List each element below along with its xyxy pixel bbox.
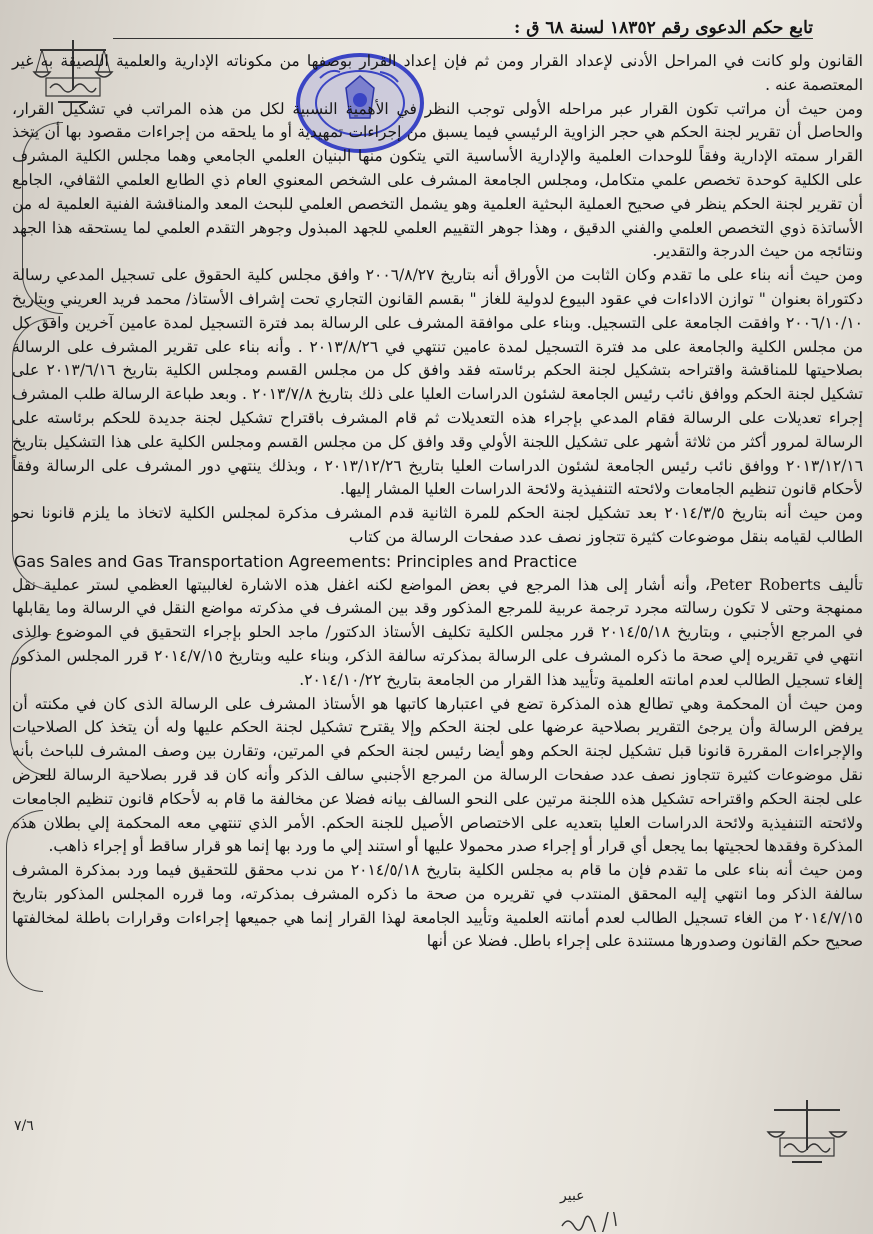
paragraph: ومن حيث أن المحكمة وهي تطالع هذه المذكرة تضع في اعتبارها كاتبها هو الأستاذ المشرف على الرسالة الذى كان في مكنته أن يرفض الرسالة وأن يرجئ التقرير بصلاحية عرضها على لجنة الحكم وإلا يقترح تشكيل لجنة الحكم عليها وله أن يتخذ كل الصلاحيات والإجراءات المقررة قانونا قبل تشكيل لجنة الحكم وهو أيضا رئيس لجنة الحكم في المرتين، وتقارن بين وصف المشرف للباحث بأنه نقل موضوعات كثيرة تتجاوز نصف عدد صفحات الرسالة من المرجع الأجنبي سالف الذكر وأنه كان قد قرر بصلاحية الرسالة للعرض على لجنة الحكم واقتراحه تشكيل هذه اللجنة مرتين على النحو السالف بيانه فضلا عن مخالفة ما قام به لأحكام قانون تنظيم الجامعات ولائحته التنفيذية ولائحة الدراسات العليا بتعديه على الاختصاص الأصيل للجنة الحكم. الأمر الذي تنتهي معه المحكمة إلي بطلان هذه المذكرة وفقدها لحجيتها بما يجعل أي قرار أو إجراء صدر محمولا عليها أو استند إلي ما ورد بها إنما هو قرار ساقط أو إجراء ذاهب. xyxy=(12,694,863,856)
paragraph: تأليف Peter Roberts، وأنه أشار إلى هذا المرجع في بعض المواضع لكنه اغفل هذه الاشارة لغالبيتها العظمي لستر عملية نقل ممنهجة وحتى لا تكون رسالته مجرد ترجمة عربية للمرجع المذكور وقد بين المشرف في مذكرته مواضع النقل في الرسالة وما يقابلها في المرجع الأجنبي ، وبتاريخ ٢٠١٤/٥/١٨ قرر مجلس الكلية تكليف الأستاذ الدكتور/ ماجد الحلو بإجراء التحقيق في الموضوع والذى انتهي في تقريره إلي صحة ما ذكره المشرف على الرسالة بمذكرته سالفة الذكر، وبناء عليه وبتاريخ ٢٠١٤/٧/١٥ قرر المجلس المذكور إلغاء تسجيل الطالب لعدم امانته العلمية وتأييد هذا القرار من الجامعة بتاريخ ٢٠١٤/١٠/٢٢. xyxy=(12,575,863,689)
paragraph: القانون ولو كانت في المراحل الأدنى لإعداد القرار ومن ثم فإن إعداد القرار بوصفها من مكوناته الإدارية والعلمية اللصيقة به غير المعتصمة عنه . xyxy=(12,52,863,94)
paragraph: ومن حيث أنه بتاريخ ٢٠١٤/٣/٥ بعد تشكيل لجنة الحكم للمرة الثانية قدم المشرف مذكرة لمجلس الكلية لاتخاذ ما يلزم قانونا نحو الطالب لقيامه بنقل موضوعات كثيرة تتجاوز نصف عدد صفحات الرسالة من كتاب xyxy=(12,504,863,546)
signature: عبير xyxy=(560,1188,585,1204)
case-header: تابع حكم الدعوى رقم ١٨٣٥٢ لسنة ٦٨ ق : xyxy=(113,18,813,39)
council-of-state-logo-footer xyxy=(762,1092,852,1172)
paragraph: ومن حيث أن مراتب تكون القرار عبر مراحله الأولى توجب النظر في الأهمية النسبية لكل من هذه المراتب في تشكيل القرار، والحاصل أن تقرير لجنة الحكم هي حجر الزاوية الرئيسي فيما يسبق من إجراءات تمهيدية أو ما يلحقه من إجراءات مقصود بها أن يتخذ القرار سمته الإدارية وفقاً للوحدات العلمية والإدارية الأساسية التي يتكون منها البنيان العلمي الجامعي وهما مجلس الكلية المشرف على الكلية كوحدة تخصص علمي متكامل، ومجلس الجامعة المشرف على الشخص المعنوي العام ذي الطابع العلمي الثقافي، الجامع أن تقرير لجنة الحكم ينظر في صحيح العملية البحثية العلمية وهو يشمل التخصص العلمي للبحث المعد والمناقشة الفنية العلمية له من الأساتذة ذوي التخصص العلمي والفني الدقيق ، وهذا جوهر التقييم العلمي للجهد المبذول وجوهر التقدم العلمي لما يستحقه هذا الجهد ونتائجه من حيث الدرجة والتقدير. xyxy=(12,99,863,261)
paragraph: ومن حيث أنه بناء على ما تقدم فإن ما قام به مجلس الكلية بتاريخ ٢٠١٤/٥/١٨ من ندب محقق للتحقيق فيما ورد بمذكرة المشرف سالفة الذكر وما انتهي إليه المحقق المنتدب في تقريره من صحة ما ذكره المشرف بمذكرته، وما قرره المجلس المذكور بتاريخ ٢٠١٤/٧/١٥ من الغاء تسجيل الطالب لعدم أمانته العلمية وتأييد الجامعة لهذا القرار إنما هي جميعها إجراءات وقرارات باطلة لمخالفتها صحيح حكم القانون وصدورها مستندة على إجراء باطل. فضلا عن أنها xyxy=(12,861,863,951)
page-number: ٧/٦ xyxy=(14,1118,34,1134)
paragraph: ومن حيث أنه بناء على ما تقدم وكان الثابت من الأوراق أنه بتاريخ ٢٠٠٦/٨/٢٧ وافق مجلس كلية الحقوق على تسجيل المدعي رسالة دكتوراة بعنوان " توازن الاداءات في عقود البيوع لدولية للغاز " بقسم القانون التجاري تحت إشراف الأستاذ/ محمد فريد العريني وبتاريخ ٢٠٠٦/١٠/١٠ وافقت الجامعة على التسجيل. وبناء على موافقة المشرف على الرسالة بمد فترة التسجيل لمدة عامين آخرين وافق كل من مجلس الكلية والجامعة على مد فترة التسجيل لمدة عامين تنتهي في ٢٠١٣/٨/٢٦ . وأنه بناء على تقرير المشرف على الرسالة بصلاحيتها للمناقشة واقتراحه بتشكيل لجنة الحكم برئاسته فقد وافق كل من مجلس القسم ومجلس الكلية بتاريخ ٢٠١٣/٦/١٦ على تشكيل لجنة الحكم ووافق نائب رئيس الجامعة لشئون الدراسات العليا على ذلك بتاريخ ٢٠١٣/٧/٨ . وبعد طباعة الرسالة طلب المشرف إجراء تعديلات على الرسالة فقام المدعي بإجراء هذه التعديلات ثم قام المشرف باقتراح تشكيل لجنة جديدة للحكم برئاسته على الرسالة لمرور أكثر من ثلاثة أشهر على تشكيل اللجنة الأولي وقد وافق كل من مجلس القسم ومجلس الكلية على هذا التشكيل بتاريخ ٢٠١٣/١٢/١٦ ووافق نائب رئيس الجامعة لشئون الدراسات العليا بتاريخ ٢٠١٣/١٢/٢٦ ، وبذلك ينتهي دور المشرف على الرسالة وفقاً لأحكام قانون تنظيم الجامعات ولائحته التنفيذية ولائحة الدراسات العليا المشار إليها. xyxy=(12,266,864,499)
english-book-title: Gas Sales and Gas Transportation Agreements: Principles and Practice xyxy=(14,551,578,571)
judgment-text xyxy=(12,50,863,954)
signature-scribble xyxy=(560,1212,620,1232)
